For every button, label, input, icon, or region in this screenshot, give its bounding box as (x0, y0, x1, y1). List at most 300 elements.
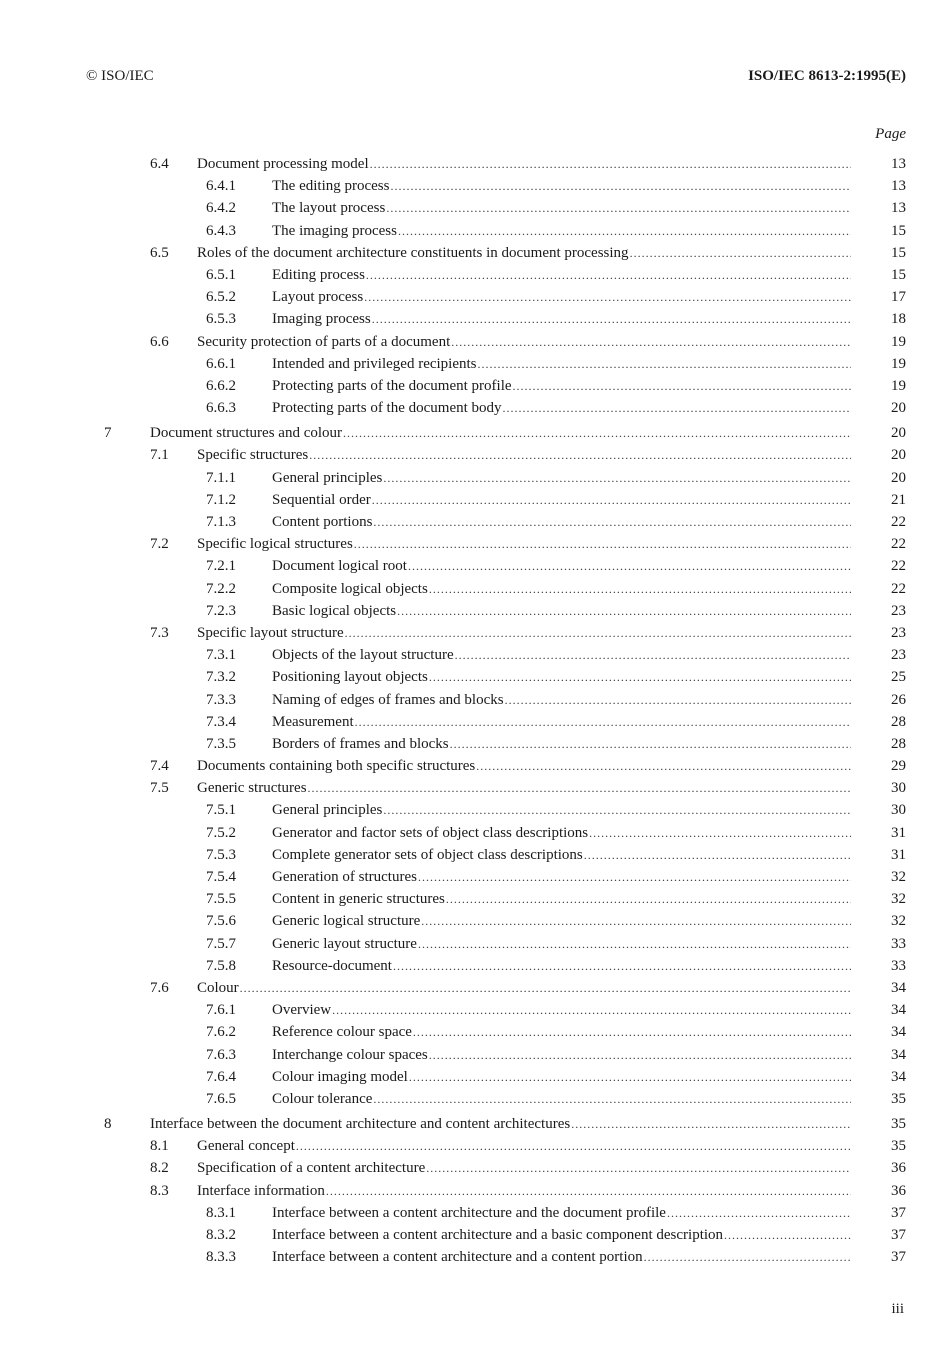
toc-entry-title: General principles (272, 802, 383, 819)
toc-entry-page: 31 (891, 824, 906, 841)
toc-entry-title: Naming of edges of frames and blocks (272, 691, 504, 708)
toc-entry-title: Reference colour space (272, 1024, 412, 1041)
toc-entry-title-line (272, 955, 851, 977)
dot-leader (370, 153, 851, 175)
toc-entry[interactable] (0, 622, 950, 644)
toc-entry[interactable] (0, 1066, 950, 1088)
toc-entry-number: 8.2 (150, 1160, 169, 1177)
dot-leader (584, 844, 851, 866)
toc-entry[interactable] (0, 1113, 950, 1135)
toc-entry-page: 15 (891, 244, 906, 261)
toc-entry-title: Sequential order (272, 491, 371, 508)
toc-entry-title-line (272, 733, 851, 755)
toc-entry-page: 26 (891, 691, 906, 708)
toc-entry[interactable] (0, 644, 950, 666)
dot-leader (383, 799, 851, 821)
dot-leader (450, 733, 851, 755)
toc-entry[interactable] (0, 242, 950, 264)
toc-entry-title-line (272, 175, 851, 197)
dot-leader (373, 1088, 851, 1110)
toc-entry-page: 22 (891, 536, 906, 553)
toc-entry[interactable] (0, 444, 950, 466)
toc-entry-title: Documents containing both specific structures (197, 758, 476, 775)
toc-entry-page: 13 (891, 200, 906, 217)
toc-entry-title-line (197, 331, 851, 353)
toc-entry-title-line (272, 799, 851, 821)
toc-entry-title-line (272, 1246, 851, 1268)
toc-entry-page: 32 (891, 913, 906, 930)
toc-entry-title: Objects of the layout structure (272, 647, 454, 664)
toc-entry-page: 37 (891, 1227, 906, 1243)
dot-leader (644, 1246, 851, 1268)
toc-entry-title: Intended and privileged recipients (272, 355, 477, 372)
toc-entry-page: 23 (891, 647, 906, 664)
toc-entry-page: 37 (891, 1204, 906, 1221)
toc-entry-number: 6.6.2 (206, 377, 236, 394)
dot-leader (451, 331, 851, 353)
toc-entry[interactable] (0, 467, 950, 489)
toc-entry-title: Specification of a content architecture (197, 1160, 426, 1177)
dot-leader (446, 888, 851, 910)
toc-entry-number: 7.6.2 (206, 1024, 236, 1041)
toc-entry[interactable] (0, 777, 950, 799)
toc-entry-title: Complete generator sets of object class descriptions (272, 846, 583, 863)
dot-leader (372, 308, 851, 330)
toc-entry-page: 35 (891, 1090, 906, 1107)
dot-leader (240, 977, 851, 999)
toc-entry-title: General principles (272, 469, 383, 486)
toc-entry-title: Editing process (272, 266, 365, 283)
toc-entry-number: 7.5.8 (206, 957, 236, 974)
toc-entry[interactable] (0, 286, 950, 308)
dot-leader (409, 1066, 851, 1088)
toc-entry-title: Protecting parts of the document profile (272, 377, 512, 394)
toc-entry-title-line (272, 600, 851, 622)
dot-leader (332, 999, 851, 1021)
dot-leader (503, 397, 851, 419)
toc-entry-page: 36 (891, 1182, 906, 1199)
toc-entry[interactable] (0, 711, 950, 733)
toc-entry-page: 22 (891, 514, 906, 530)
toc-entry[interactable] (0, 1135, 950, 1157)
toc-entry-number: 7.6.5 (206, 1090, 236, 1107)
toc-entry-title: Roles of the document architecture constituents in document processing (197, 244, 629, 261)
toc-entry-page: 32 (891, 869, 906, 885)
toc-entry-number: 6.4.2 (206, 200, 236, 217)
toc-entry-title-line (272, 1066, 851, 1088)
toc-entry-title-line (272, 375, 851, 397)
toc-entry-title-line (272, 689, 851, 711)
dot-leader (724, 1224, 851, 1246)
toc-entry-page: 36 (891, 1160, 906, 1177)
toc-entry-number: 8 (104, 1116, 112, 1133)
toc-entry-page: 37 (891, 1249, 906, 1266)
toc-entry-page: 18 (891, 311, 906, 328)
toc-entry-page: 22 (891, 558, 906, 575)
toc-entry-page: 29 (891, 758, 906, 775)
dot-leader (373, 511, 851, 533)
toc-entry-title: The editing process (272, 178, 390, 195)
toc-entry[interactable] (0, 1180, 950, 1202)
toc-entry-number: 8.3.2 (206, 1227, 236, 1243)
dot-leader (478, 353, 851, 375)
toc-entry-title: Document logical root (272, 558, 407, 575)
toc-entry-title: General concept (197, 1138, 295, 1155)
toc-entry[interactable] (0, 578, 950, 600)
toc-entry-number: 7 (104, 425, 112, 442)
toc-entry-title-line (197, 977, 851, 999)
toc-entry-title: Specific layout structure (197, 624, 344, 641)
dot-leader (393, 955, 851, 977)
table-of-contents (0, 153, 950, 1268)
toc-entry-number: 7.5.3 (206, 846, 236, 863)
toc-entry-title: Document structures and colour (150, 425, 343, 442)
toc-entry-page: 20 (891, 425, 906, 442)
dot-leader (366, 264, 851, 286)
dot-leader (413, 1021, 851, 1043)
dot-leader (421, 910, 851, 932)
toc-entry[interactable] (0, 1246, 950, 1268)
toc-entry-number: 7.6 (150, 979, 169, 996)
toc-entry-title: Colour tolerance (272, 1090, 373, 1107)
toc-entry[interactable] (0, 600, 950, 622)
toc-entry-title: Generic logical structure (272, 913, 421, 930)
toc-entry-number: 6.5.1 (206, 266, 236, 283)
toc-entry-page: 17 (891, 289, 906, 306)
toc-entry-page: 13 (891, 156, 906, 172)
toc-entry-title-line (272, 1021, 851, 1043)
toc-entry-number: 7.5.4 (206, 869, 236, 885)
toc-entry-title-line (197, 1180, 851, 1202)
toc-entry-title-line (272, 397, 851, 419)
toc-entry[interactable] (0, 308, 950, 330)
toc-entry-title-line (272, 489, 851, 511)
toc-entry-title: Generic structures (197, 780, 307, 797)
toc-entry-page: 15 (891, 222, 906, 239)
toc-entry-title-line (272, 910, 851, 932)
toc-entry-page: 13 (891, 178, 906, 195)
toc-entry[interactable] (0, 353, 950, 375)
toc-entry-title: Colour (197, 979, 239, 996)
toc-entry-page: 34 (891, 1068, 906, 1085)
toc-entry-title: Specific logical structures (197, 536, 353, 553)
toc-entry-number: 7.6.4 (206, 1068, 236, 1085)
toc-entry-title-line (197, 153, 851, 175)
document-id: ISO/IEC 8613-2:1995(E) (748, 68, 906, 84)
toc-entry-title-line (197, 1135, 851, 1157)
dot-leader (589, 822, 851, 844)
toc-entry-title-line (272, 220, 851, 242)
toc-entry-title-line (272, 286, 851, 308)
toc-entry-number: 6.5.2 (206, 289, 236, 306)
toc-entry-title: Document processing model (197, 156, 369, 172)
toc-entry-page: 34 (891, 979, 906, 996)
toc-entry-number: 7.2.2 (206, 580, 236, 597)
toc-entry-page: 23 (891, 624, 906, 641)
toc-entry[interactable] (0, 844, 950, 866)
toc-entry[interactable] (0, 489, 950, 511)
toc-entry-title-line (197, 533, 851, 555)
toc-entry-number: 7.6.1 (206, 1002, 236, 1019)
dot-leader (364, 286, 851, 308)
toc-entry-page: 19 (891, 355, 906, 372)
dot-leader (418, 933, 851, 955)
toc-entry-title-line (272, 578, 851, 600)
toc-entry[interactable] (0, 1224, 950, 1246)
toc-entry-title: The layout process (272, 200, 386, 217)
toc-entry-number: 7.3.1 (206, 647, 236, 664)
toc-entry[interactable] (0, 977, 950, 999)
toc-entry-page: 20 (891, 400, 906, 417)
toc-entry-title: Imaging process (272, 311, 371, 328)
toc-entry[interactable] (0, 1088, 950, 1110)
toc-entry-title-line (272, 1202, 851, 1224)
toc-entry-title: Generator and factor sets of object class descriptions (272, 824, 589, 841)
toc-entry-title-line (272, 644, 851, 666)
toc-entry-title-line (272, 197, 851, 219)
toc-entry[interactable] (0, 375, 950, 397)
toc-entry-title: Content portions (272, 514, 373, 530)
toc-entry[interactable] (0, 822, 950, 844)
toc-entry-title-line (272, 1044, 851, 1066)
toc-entry-title: Interface between the document architecture and content architectures (150, 1116, 571, 1133)
toc-entry-number: 7.5.7 (206, 935, 236, 952)
toc-entry-title: Borders of frames and blocks (272, 735, 449, 752)
dot-leader (343, 422, 851, 444)
toc-entry[interactable] (0, 888, 950, 910)
toc-entry-title: The imaging process (272, 222, 397, 239)
toc-entry-number: 6.5 (150, 244, 169, 261)
toc-entry-number: 8.3.3 (206, 1249, 236, 1266)
toc-entry-title: Content in generic structures (272, 891, 445, 908)
toc-entry[interactable] (0, 197, 950, 219)
dot-leader (476, 755, 851, 777)
dot-leader (429, 1044, 851, 1066)
toc-entry-page: 32 (891, 891, 906, 908)
dot-leader (630, 242, 851, 264)
toc-entry-page: 30 (891, 802, 906, 819)
toc-entry-title: Interface between a content architecture and the document profile (272, 1204, 666, 1221)
toc-entry-title: Generation of structures (272, 869, 417, 885)
toc-entry-number: 7.5.5 (206, 891, 236, 908)
dot-leader (308, 777, 851, 799)
toc-entry-title-line (197, 1157, 851, 1179)
toc-entry-number: 7.5.1 (206, 802, 236, 819)
toc-entry-title: Interchange colour spaces (272, 1046, 428, 1063)
toc-entry-page: 34 (891, 1002, 906, 1019)
toc-entry-page: 28 (891, 735, 906, 752)
toc-entry-number: 6.6.1 (206, 355, 236, 372)
dot-leader (429, 666, 851, 688)
dot-leader (354, 533, 851, 555)
toc-entry-title-line (272, 666, 851, 688)
toc-entry-page: 15 (891, 266, 906, 283)
dot-leader (513, 375, 851, 397)
toc-entry-title: Generic layout structure (272, 935, 417, 952)
toc-entry-page: 33 (891, 957, 906, 974)
toc-entry-number: 7.5.2 (206, 824, 236, 841)
dot-leader (426, 1157, 851, 1179)
toc-entry-number: 8.1 (150, 1138, 169, 1155)
dot-leader (571, 1113, 851, 1135)
dot-leader (386, 197, 851, 219)
toc-entry-title-line (150, 422, 851, 444)
dot-leader (505, 689, 851, 711)
toc-entry[interactable] (0, 1157, 950, 1179)
dot-leader (418, 866, 851, 888)
toc-entry-page: 20 (891, 469, 906, 486)
toc-entry[interactable] (0, 799, 950, 821)
dot-leader (355, 711, 851, 733)
toc-entry[interactable] (0, 1021, 950, 1043)
toc-entry[interactable] (0, 533, 950, 555)
toc-entry-title: Positioning layout objects (272, 669, 428, 686)
toc-entry-number: 7.3 (150, 624, 169, 641)
toc-entry-title: Overview (272, 1002, 332, 1019)
toc-entry-page: 31 (891, 846, 906, 863)
toc-entry-title-line (150, 1113, 851, 1135)
toc-entry-number: 7.2.3 (206, 602, 236, 619)
toc-entry-number: 6.6.3 (206, 400, 236, 417)
toc-entry[interactable] (0, 220, 950, 242)
toc-entry-number: 7.3.5 (206, 735, 236, 752)
toc-entry-page: 35 (891, 1138, 906, 1155)
toc-entry-number: 6.6 (150, 333, 169, 350)
dot-leader (408, 555, 851, 577)
toc-entry-title-line (272, 711, 851, 733)
toc-entry-number: 6.4.3 (206, 222, 236, 239)
toc-entry[interactable] (0, 666, 950, 688)
toc-entry[interactable] (0, 511, 950, 533)
toc-entry-title: Specific structures (197, 447, 309, 464)
toc-entry-number: 7.5.6 (206, 913, 236, 930)
toc-entry-number: 6.4.1 (206, 178, 236, 195)
toc-entry-page: 28 (891, 713, 906, 730)
dot-leader (455, 644, 851, 666)
page-number: iii (891, 1301, 904, 1317)
toc-entry-page: 21 (891, 491, 906, 508)
toc-entry-page: 23 (891, 602, 906, 619)
toc-entry[interactable] (0, 955, 950, 977)
toc-entry[interactable] (0, 755, 950, 777)
toc-entry-page: 34 (891, 1024, 906, 1041)
toc-entry[interactable] (0, 910, 950, 932)
toc-entry-title-line (197, 777, 851, 799)
toc-entry-title-line (272, 1088, 851, 1110)
toc-entry-number: 8.3.1 (206, 1204, 236, 1221)
toc-entry[interactable] (0, 555, 950, 577)
dot-leader (309, 444, 851, 466)
toc-entry-title-line (272, 844, 851, 866)
toc-entry[interactable] (0, 733, 950, 755)
toc-entry-number: 7.6.3 (206, 1046, 236, 1063)
toc-entry[interactable] (0, 264, 950, 286)
toc-entry-title-line (272, 822, 851, 844)
toc-entry-page: 30 (891, 780, 906, 797)
toc-entry-title: Security protection of parts of a document (197, 333, 451, 350)
toc-entry[interactable] (0, 933, 950, 955)
toc-entry-title-line (272, 888, 851, 910)
toc-entry-title-line (272, 467, 851, 489)
toc-entry-title-line (272, 866, 851, 888)
toc-entry-page: 20 (891, 447, 906, 464)
toc-entry-title-line (197, 242, 851, 264)
toc-entry-title: Composite logical objects (272, 580, 428, 597)
toc-entry-title-line (197, 755, 851, 777)
toc-entry-title: Layout process (272, 289, 364, 306)
toc-entry-title-line (272, 264, 851, 286)
toc-entry[interactable] (0, 175, 950, 197)
toc-entry-number: 7.4 (150, 758, 169, 775)
toc-entry-number: 7.2 (150, 536, 169, 553)
toc-entry-page: 25 (891, 669, 906, 686)
toc-entry-title-line (272, 353, 851, 375)
toc-entry-page: 35 (891, 1116, 906, 1133)
toc-entry-number: 7.1.2 (206, 491, 236, 508)
dot-leader (429, 578, 851, 600)
toc-entry-number: 7.1.1 (206, 469, 236, 486)
toc-entry-number: 8.3 (150, 1182, 169, 1199)
dot-leader (372, 489, 851, 511)
toc-entry-title-line (272, 511, 851, 533)
toc-entry[interactable] (0, 331, 950, 353)
toc-entry-title-line (272, 999, 851, 1021)
toc-entry-title: Interface between a content architecture and a basic component description (272, 1227, 724, 1243)
toc-entry[interactable] (0, 422, 950, 444)
toc-entry-title: Colour imaging model (272, 1068, 408, 1085)
toc-entry-number: 7.2.1 (206, 558, 236, 575)
toc-entry-title-line (272, 933, 851, 955)
toc-entry[interactable] (0, 153, 950, 175)
toc-entry-page: 19 (891, 333, 906, 350)
toc-entry-number: 7.1.3 (206, 514, 236, 530)
toc-entry-title: Interface information (197, 1182, 325, 1199)
toc-entry-page: 34 (891, 1046, 906, 1063)
toc-entry-title: Measurement (272, 713, 354, 730)
toc-entry[interactable] (0, 999, 950, 1021)
toc-entry-title: Basic logical objects (272, 602, 397, 619)
toc-entry-number: 7.3.4 (206, 713, 236, 730)
toc-entry-title-line (272, 1224, 851, 1246)
header-left: © ISO/IEC (86, 68, 154, 84)
dot-leader (398, 220, 851, 242)
toc-entry-number: 6.4 (150, 156, 169, 172)
toc-entry[interactable] (0, 689, 950, 711)
toc-entry-page: 33 (891, 935, 906, 952)
dot-leader (383, 467, 851, 489)
toc-entry-page: 19 (891, 377, 906, 394)
toc-entry-title-line (197, 444, 851, 466)
toc-entry-page: 22 (891, 580, 906, 597)
toc-entry-number: 7.1 (150, 447, 169, 464)
dot-leader (345, 622, 851, 644)
toc-entry-title-line (272, 308, 851, 330)
dot-leader (326, 1180, 851, 1202)
toc-entry-number: 7.3.2 (206, 669, 236, 686)
toc-entry-title: Protecting parts of the document body (272, 400, 502, 417)
dot-leader (667, 1202, 851, 1224)
toc-entry-number: 7.3.3 (206, 691, 236, 708)
toc-entry[interactable] (0, 397, 950, 419)
dot-leader (296, 1135, 851, 1157)
toc-entry-number: 6.5.3 (206, 311, 236, 328)
toc-entry-title: Resource-document (272, 957, 392, 974)
toc-entry-title: Interface between a content architecture and a content portion (272, 1249, 643, 1266)
toc-entry[interactable] (0, 1202, 950, 1224)
toc-entry[interactable] (0, 1044, 950, 1066)
toc-entry-title-line (272, 555, 851, 577)
toc-entry[interactable] (0, 866, 950, 888)
